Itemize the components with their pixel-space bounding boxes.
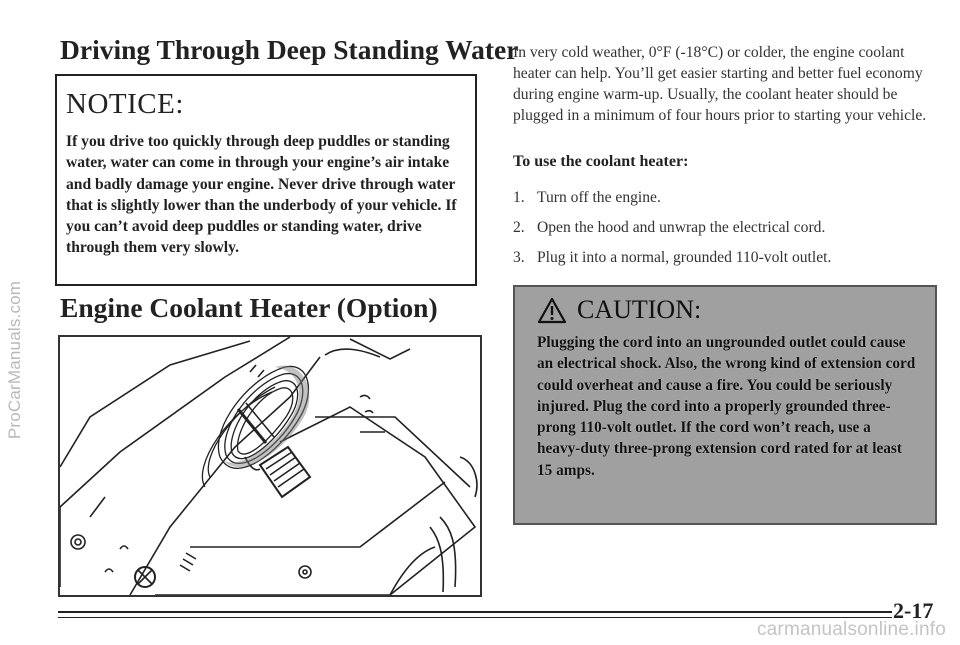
- section-title-deep-water: Driving Through Deep Standing Water: [60, 34, 519, 65]
- step-number: 1.: [513, 189, 525, 206]
- footer-rule-thick: [58, 611, 892, 613]
- step-text: Plug it into a normal, grounded 110-volt outlet.: [537, 249, 832, 266]
- coolant-heater-intro: In very cold weather, 0°F (-18°C) or colder, the engine coolant heater can help. You’ll get easier starting and better fuel economy during engine warm-up. Usually, the coolant heater should be plugged in a minimum of four hours prior to starting your vehicle.: [513, 44, 927, 124]
- notice-body: If you drive too quickly through deep puddles or standing water, water can come in through your engine’s air intake and badly damage your engine. Never drive through water that is slightly lower than the underbody of your vehicle. If you can’t avoid deep puddles or standing water, drive through them very slowly.: [66, 133, 457, 257]
- step-number: 3.: [513, 249, 525, 266]
- caution-title: CAUTION:: [577, 295, 702, 324]
- caution-body: Plugging the cord into an ungrounded outlet could cause an electrical shock. Also, the wrong kind of extension cord could overheat and cause a fire. You could be seriously injured. Plug the cord into a properly grounded three-prong 110-volt outlet. If the cord won’t reach, use a heavy-duty three-prong extension cord rated for at least 15 amps.: [537, 334, 916, 479]
- footer-rule-thin: [58, 617, 892, 618]
- side-watermark-text: ProCarManuals.com: [5, 280, 24, 440]
- notice-title: NOTICE:: [66, 88, 184, 120]
- step-item: [513, 189, 661, 207]
- step-item: [513, 249, 831, 267]
- engine-coolant-heater-cord-illustration: [60, 337, 480, 595]
- caution-header: [537, 295, 917, 325]
- caution-box: [513, 285, 937, 525]
- warning-triangle-icon: [537, 297, 567, 324]
- side-watermark: [2, 150, 28, 570]
- notice-box: [55, 74, 477, 286]
- step-text: Open the hood and unwrap the electrical cord.: [537, 219, 826, 236]
- page-number: 2-17: [893, 598, 934, 623]
- coolant-heater-subheading: To use the coolant heater:: [513, 153, 689, 170]
- step-text: Turn off the engine.: [537, 189, 661, 206]
- step-item: [513, 219, 825, 237]
- step-number: 2.: [513, 219, 525, 236]
- coolant-heater-illustration: [58, 335, 482, 597]
- footer-watermark: carmanualsonline.info: [756, 619, 946, 640]
- section-title-coolant-heater: Engine Coolant Heater (Option): [60, 292, 438, 323]
